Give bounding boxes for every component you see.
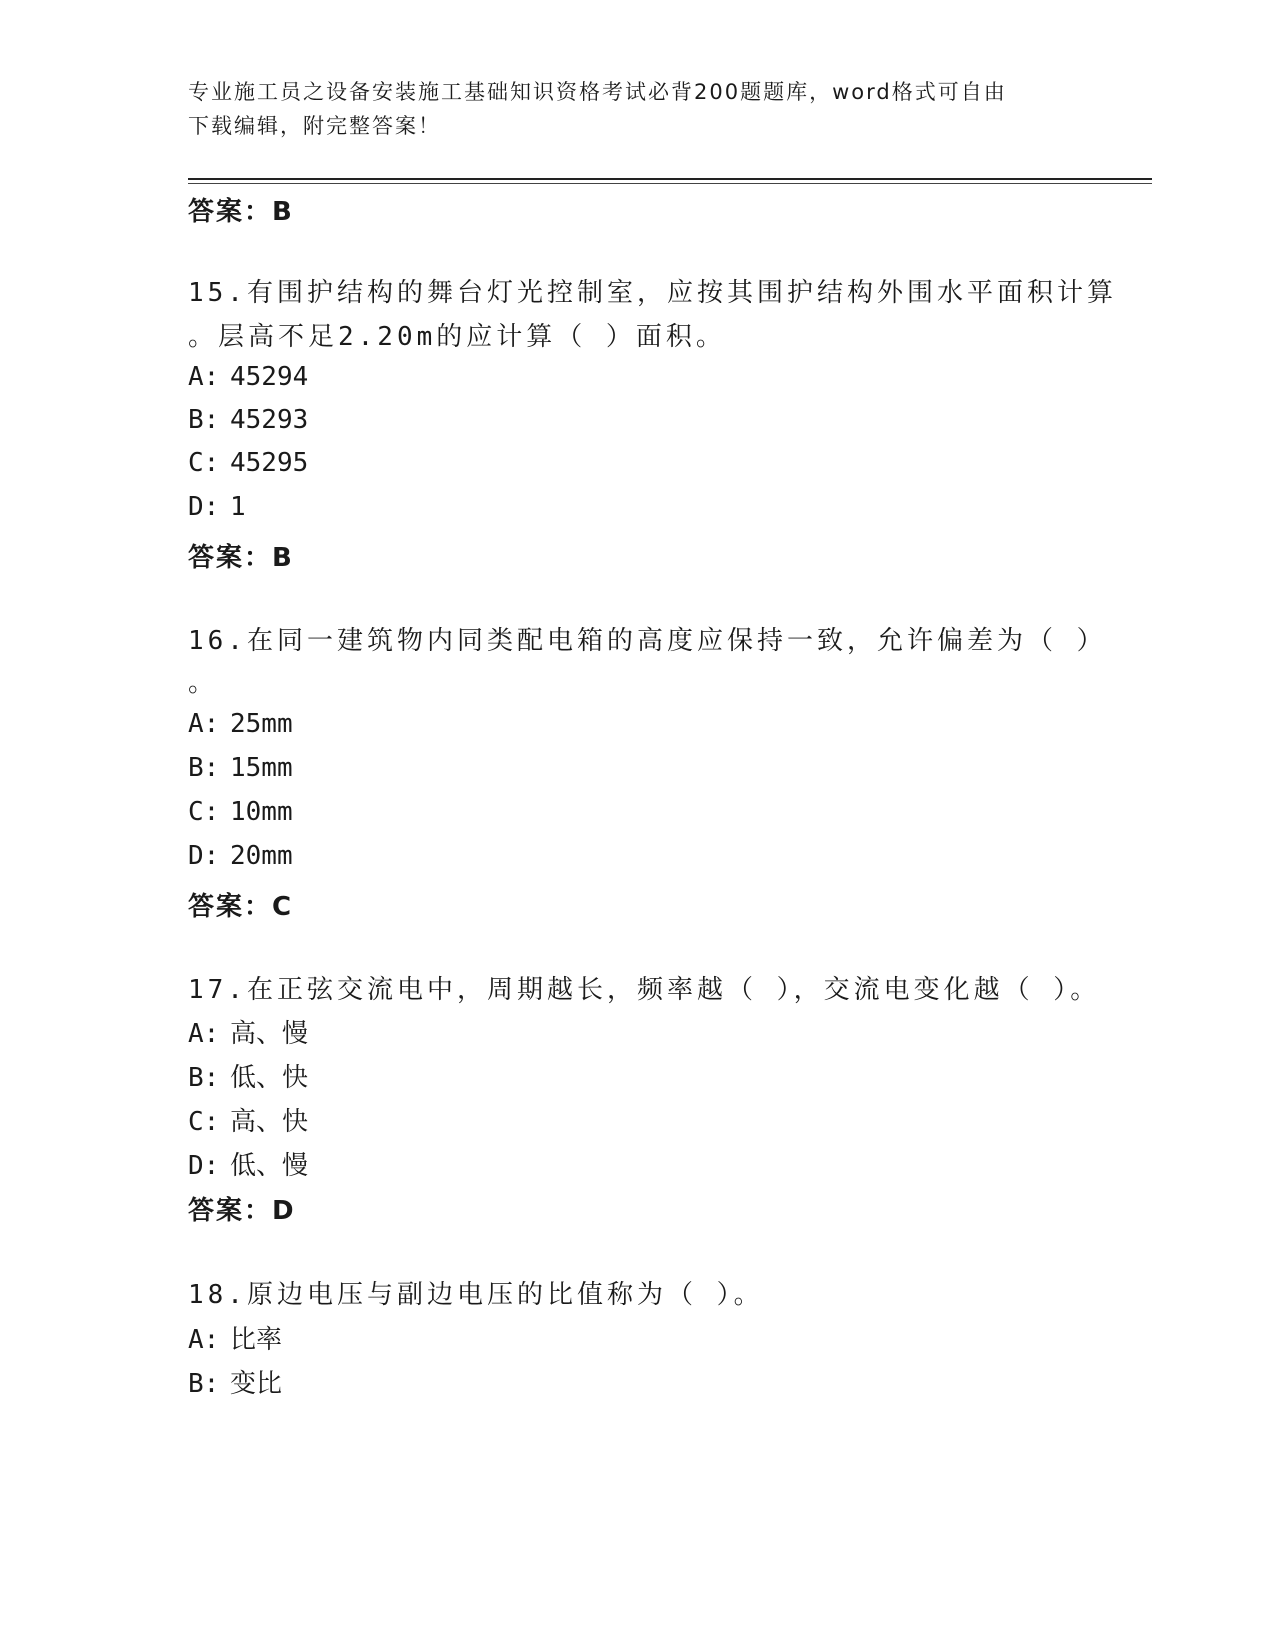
question-16-text-cont: 。 [188, 668, 219, 698]
question-16-option-a: A: 25mm [188, 709, 293, 739]
question-15-option-d: D: 1 [188, 492, 246, 522]
question-15-text: 15.有围护结构的舞台灯光控制室，应按其围护结构外围水平面积计算 [188, 278, 1117, 308]
question-15-option-a: A: 45294 [188, 362, 309, 392]
answer-line: 答案：D [188, 1196, 296, 1226]
question-16-option-b: B: 15mm [188, 753, 293, 783]
answer-line: 答案：B [188, 543, 294, 573]
question-17-option-b: B: 低、快 [188, 1063, 309, 1093]
question-18-option-a: A: 比率 [188, 1325, 283, 1355]
question-18-text: 18.原边电压与副边电压的比值称为（ ）。 [188, 1280, 764, 1310]
question-18-option-b: B: 变比 [188, 1369, 283, 1399]
answer-line: 答案：C [188, 892, 294, 922]
question-16-option-d: D: 20mm [188, 841, 293, 871]
answer-line: 答案：B [188, 197, 294, 227]
question-16-option-c: C: 10mm [188, 797, 293, 827]
question-15-option-c: C: 45295 [188, 448, 309, 478]
question-17-option-d: D: 低、慢 [188, 1151, 309, 1181]
question-15-text-cont: 。层高不足2.20m的应计算（ ）面积。 [188, 322, 726, 352]
header-line-2: 下载编辑，附完整答案！ [188, 114, 441, 138]
question-15-option-b: B: 45293 [188, 405, 309, 435]
document-header [188, 74, 1088, 145]
question-17-text: 17.在正弦交流电中，周期越长，频率越（ ），交流电变化越（ ）。 [188, 975, 1101, 1005]
header-line-1: 专业施工员之设备安装施工基础知识资格考试必背200题题库，word格式可自由 [188, 80, 1007, 104]
header-divider-thin [188, 183, 1152, 184]
question-16-text: 16.在同一建筑物内同类配电箱的高度应保持一致，允许偏差为（ ） [188, 626, 1107, 656]
question-17-option-c: C: 高、快 [188, 1107, 309, 1137]
header-divider-thick [188, 178, 1152, 180]
question-17-option-a: A: 高、慢 [188, 1019, 309, 1049]
